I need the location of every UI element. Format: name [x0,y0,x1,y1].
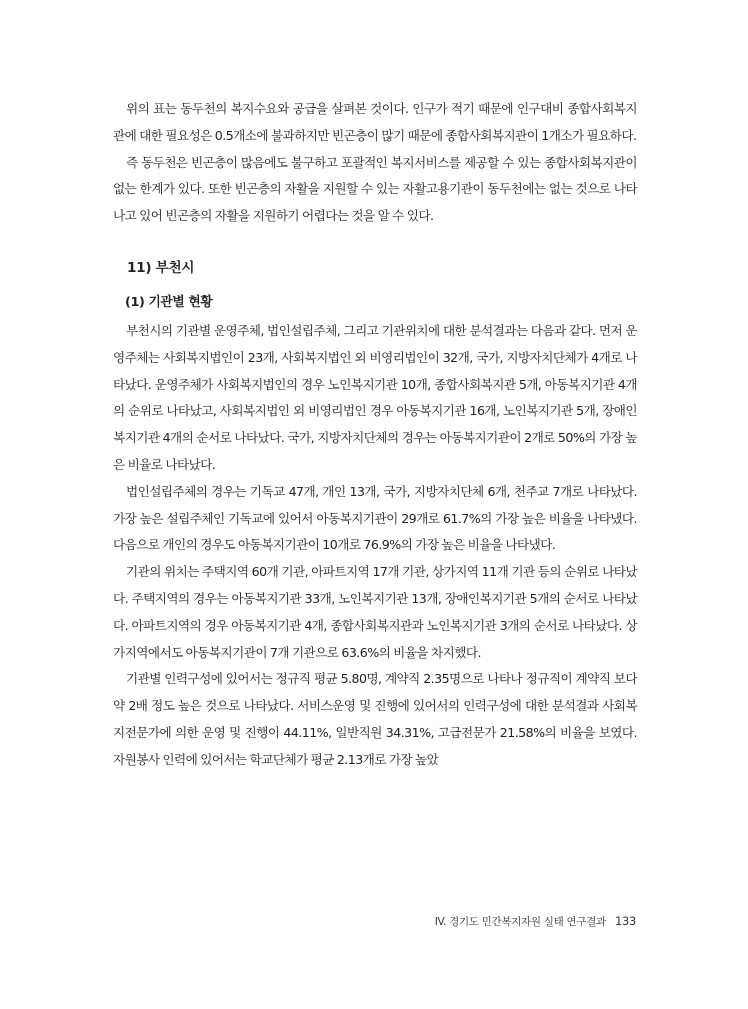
body-text [113,96,637,774]
paragraph: 기관의 위치는 주택지역 60개 기관, 아파트지역 17개 기관, 상가지역 11개 기관 등의 순위로 나타났다. 주택지역의 경우는 아동복지기관 33개, 노인복지기관 13개, 장애인복지기관 5개의 순서로 나타났다. 아파트지역의 경우 아동복지기관 4개, 종합사회복지관과 노인복지기관 3개의 순서로 나타났다. 상가지역에서도 아동복지기관이 7개 기관으로 63.6%의 비율을 차지했다. [113,564,637,660]
paragraph: 위의 표는 동두천의 복지수요와 공급을 살펴본 것이다. 인구가 적기 때문에 인구대비 종합사회복지관에 대한 필요성은 0.5개소에 불과하지만 빈곤층이 많기 때문에 종합사회복지관이 1개소가 필요하다. [113,101,637,143]
page-number: 133 [614,914,636,928]
paragraph: 부천시의 기관별 운영주체, 법인설립주체, 그리고 기관위치에 대한 분석결과는 다음과 같다. 먼저 운영주체는 사회복지법인이 23개, 사회복지법인 외 비영리법인이 32개, 국가, 지방자치단체가 4개로 나타났다. 운영주체가 사회복지법인의 경우 노인복지기관 10개, 종합사회복지관 5개, 아동복지기관 4개의 순위로 나타났고, 사회복지법인 외 비영리법인 경우 아동복지기관 16개, 노인복지기관 5개, 장애인복지기관 4개의 순서로 나타났다. 국가, 지방자치단체의 경우는 아동복지기관이 2개로 50%의 가장 높은 비율로 나타났다. [113,322,637,472]
footer-chapter-title: IV. 경기도 민간복지자원 실태 연구결과 [434,916,606,928]
sub-heading: (1) 기관별 현황 [125,294,213,310]
page-footer [435,914,636,929]
section-heading: 11) 부천시 [127,259,195,276]
paragraph: 즉 동두천은 빈곤층이 많음에도 불구하고 포괄적인 복지서비스를 제공할 수 있는 종합사회복지관이 없는 한계가 있다. 또한 빈곤층의 자활을 지원할 수 있는 자활고용기관이 동두천에는 없는 것으로 나타나고 있어 빈곤층의 자활을 지원하기 어렵다는 것을 알 수 있다. [113,154,637,224]
paragraph: 법인설립주체의 경우는 기독교 47개, 개인 13개, 국가, 지방자치단체 6개, 천주교 7개로 나타났다. 가장 높은 설립주체인 기독교에 있어서 아동복지기관이 29개로 61.7%의 가장 높은 비율을 나타냈다. 다음으로 개인의 경우도 아동복지기관이 10개로 76.9%의 가장 높은 비율을 나타냈다. [113,483,637,553]
paragraph: 기관별 인력구성에 있어서는 정규직 평균 5.80명, 계약직 2.35명으로 나타나 정규직이 계약직 보다 약 2배 정도 높은 것으로 나타났다. 서비스운영 및 진행에 있어서의 인력구성에 대한 분석결과 사회복지전문가에 의한 운영 및 진행이 44.11%, 일반직원 34.31%, 고급전문가 21.58%의 비율을 보였다. 자원봉사 인력에 있어서는 학교단체가 평균 2.13개로 가장 높았 [113,671,637,767]
